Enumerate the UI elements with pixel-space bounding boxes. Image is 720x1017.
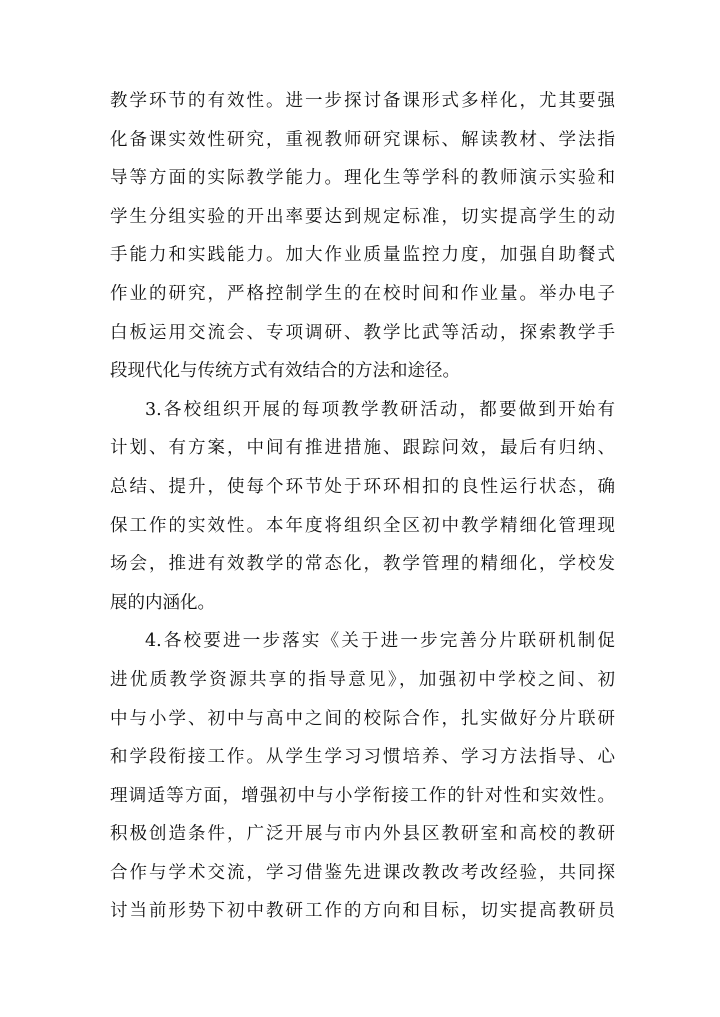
text-line: 讨当前形势下初中教研工作的方向和目标，切实提高教研员 <box>110 901 615 922</box>
text-line: 手能力和实践能力。加大作业质量监控力度，加强自助餐式 <box>110 245 615 266</box>
text-line: 教学环节的有效性。进一步探讨备课形式多样化，尤其要强 <box>110 91 615 111</box>
text-line: 积极创造条件，广泛开展与市内外县区教研室和高校的教研 <box>110 824 615 845</box>
text-line: 和学段衔接工作。从学生学习习惯培养、学习方法指导、心 <box>110 747 615 768</box>
text-line: 理调适等方面，增强初中与小学衔接工作的针对性和实效性。 <box>110 785 615 806</box>
text-line: 合作与学术交流，学习借鉴先进课改教改考改经验，共同探 <box>110 862 615 883</box>
paragraph-4-first-line: 4.各校要进一步落实《关于进一步完善分片联研机制促 <box>145 631 615 652</box>
text-line: 保工作的实效性。本年度将组织全区初中教学精细化管理现 <box>110 515 615 536</box>
text-line: 进优质教学资源共享的指导意见》，加强初中学校之间、初 <box>110 669 615 690</box>
text-line: 段现代化与传统方式有效结合的方法和途径。 <box>110 361 460 382</box>
text-line: 白板运用交流会、专项调研、教学比武等活动，探索教学手 <box>110 322 615 343</box>
text-line: 导等方面的实际教学能力。理化生等学科的教师演示实验和 <box>110 168 615 189</box>
text-line: 学生分组实验的开出率要达到规定标准，切实提高学生的动 <box>110 206 615 227</box>
text-line: 场会，推进有效教学的常态化，教学管理的精细化，学校发 <box>110 554 615 575</box>
paragraph-3-first-line: 3.各校组织开展的每项教学教研活动，都要做到开始有 <box>145 399 615 420</box>
text-line: 化备课实效性研究，重视教师研究课标、解读教材、学法指 <box>110 129 615 150</box>
document-body <box>110 82 615 931</box>
text-line: 中与小学、初中与高中之间的校际合作，扎实做好分片联研 <box>110 708 615 729</box>
text-line: 总结、提升，使每个环节处于环环相扣的良性运行状态，确 <box>110 476 615 497</box>
text-line: 展的内涵化。 <box>110 592 215 613</box>
text-line: 计划、有方案，中间有推进措施、跟踪问效，最后有归纳、 <box>110 438 615 459</box>
text-line: 作业的研究，严格控制学生的在校时间和作业量。举办电子 <box>110 283 615 304</box>
